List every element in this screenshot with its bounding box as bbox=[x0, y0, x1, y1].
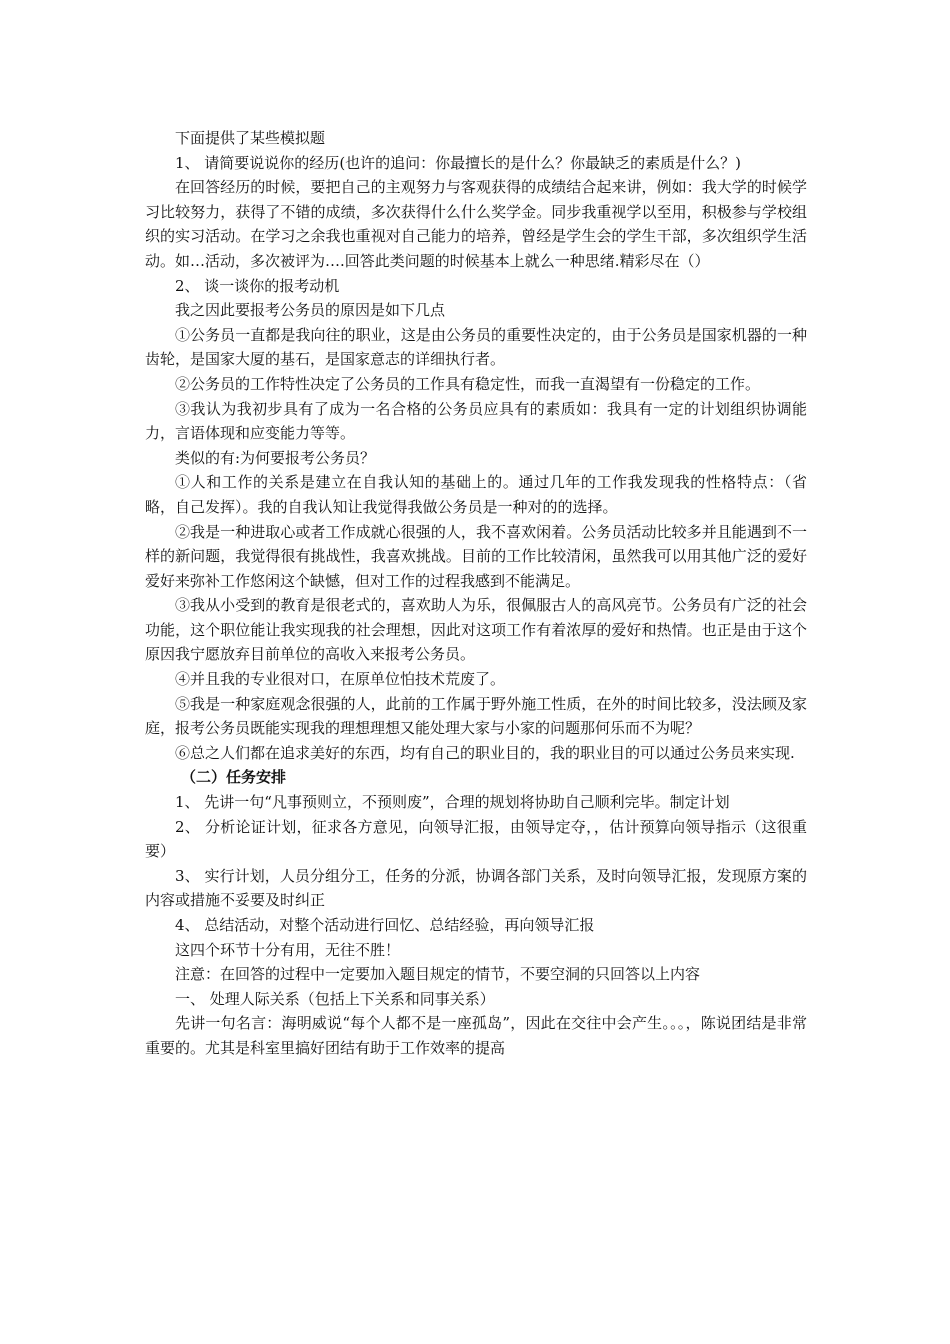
answer-2-point-1: ①公务员一直都是我向往的职业，这是由公务员的重要性决定的，由于公务员是国家机器的一种齿轮，是国家大厦的基石，是国家意志的详细执行者。 bbox=[145, 325, 807, 369]
similar-point-1: ①人和工作的关系是建立在自我认知的基础上的。通过几年的工作我发现我的性格特点：（省略，自己发挥）。我的自我认知让我觉得我做公务员是一种对的的选择。 bbox=[145, 473, 807, 516]
task-step-3: 3、 实行计划，人员分组分工，任务的分派，协调各部门关系，及时向领导汇报，发现原方案的内容或措施不妥要及时纠正 bbox=[145, 866, 807, 910]
task-note: 注意：在回答的过程中一定要加入题目规定的情节，不要空洞的只回答以上内容 bbox=[175, 965, 701, 984]
similar-point-4: ④并且我的专业很对口，在原单位怕技术荒废了。 bbox=[175, 670, 506, 689]
similar-point-2: ②我是一种进取心或者工作成就心很强的人，我不喜欢闲着。公务员活动比较多并且能遇到不一样的新问题，我觉得很有挑战性，我喜欢挑战。目前的工作比较清闲，虽然我可以用其他广泛的爱好爱好来弥补工作悠闲这个缺憾，但对工作的过程我感到不能满足。 bbox=[145, 522, 807, 590]
task-step-2: 2、 分析论证计划，征求各方意见，向领导汇报，由领导定夺，，估计预算向领导指示（这很重要） bbox=[145, 817, 807, 861]
question-1: 1、 请简要说说你的经历(也许的追问：你最擅长的是什么？你最缺乏的素质是什么？) bbox=[175, 153, 742, 172]
task-step-4: 4、 总结活动，对整个活动进行回忆、总结经验，再向领导汇报 bbox=[175, 916, 595, 934]
question-2: 2、 谈一谈你的报考动机 bbox=[175, 276, 340, 295]
answer-2-point-2: ②公务员的工作特性决定了公务员的工作具有稳定性，而我一直渴望有一份稳定的工作。 bbox=[175, 374, 761, 393]
interpersonal-answer: 先讲一句名言：海明威说“每个人都不是一座孤岛”，因此在交往中会产生。。。，陈说团结是非常重要的。尤其是科室里搞好团结有助于工作效率的提高 bbox=[145, 1014, 807, 1057]
section-heading-task-arrangement: （二）任务安排 bbox=[181, 768, 287, 787]
section-interpersonal-relations: 一、 处理人际关系（包括上下关系和同事关系） bbox=[175, 989, 495, 1008]
similar-point-3: ③我从小受到的教育是很老式的，喜欢助人为乐，很佩服古人的高风亮节。公务员有广泛的社会功能，这个职位能让我实现我的社会理想，因此对这项工作有着浓厚的爱好和热情。也正是由于这个原因我宁愿放弃目前单位的高收入来报考公务员。 bbox=[145, 596, 807, 664]
answer-1: 在回答经历的时候，要把自己的主观努力与客观获得的成绩结合起来讲，例如：我大学的时候学习比较努力，获得了不错的成绩，多次获得什么什么奖学金。同步我重视学以至用，积极参与学校组织的实习活动。在学习之余我也重视对自己能力的培养，曾经是学生会的学生干部，多次组织学生活动。如…活动，多次被评为….回答此类问题的时候基本上就么一种思绪.精彩尽在（） bbox=[145, 178, 807, 270]
intro-line: 下面提供了某些模拟题 bbox=[175, 129, 326, 147]
task-step-1: 1、 先讲一句“凡事预则立，不预则废”，合理的规划将协助自己顺利完毕。制定计划 bbox=[175, 793, 730, 812]
similar-point-6: ⑥总之人们都在追求美好的东西，均有自己的职业目的，我的职业目的可以通过公务员来实现. bbox=[175, 743, 795, 762]
document-body bbox=[145, 126, 807, 1061]
task-summary: 这四个环节十分有用，无往不胜！ bbox=[175, 940, 401, 959]
similar-point-5: ⑤我是一种家庭观念很强的人，此前的工作属于野外施工性质，在外的时间比较多，没法顾及家庭，报考公务员既能实现我的理想理想又能处理大家与小家的问题那何乐而不为呢？ bbox=[145, 694, 807, 738]
similar-question: 类似的有:为何要报考公务员？ bbox=[175, 448, 376, 467]
answer-2-point-3: ③我认为我初步具有了成为一名合格的公务员应具有的素质如：我具有一定的计划组织协调能力，言语体现和应变能力等等。 bbox=[145, 399, 807, 443]
answer-2-intro: 我之因此要报考公务员的原因是如下几点 bbox=[175, 301, 446, 320]
